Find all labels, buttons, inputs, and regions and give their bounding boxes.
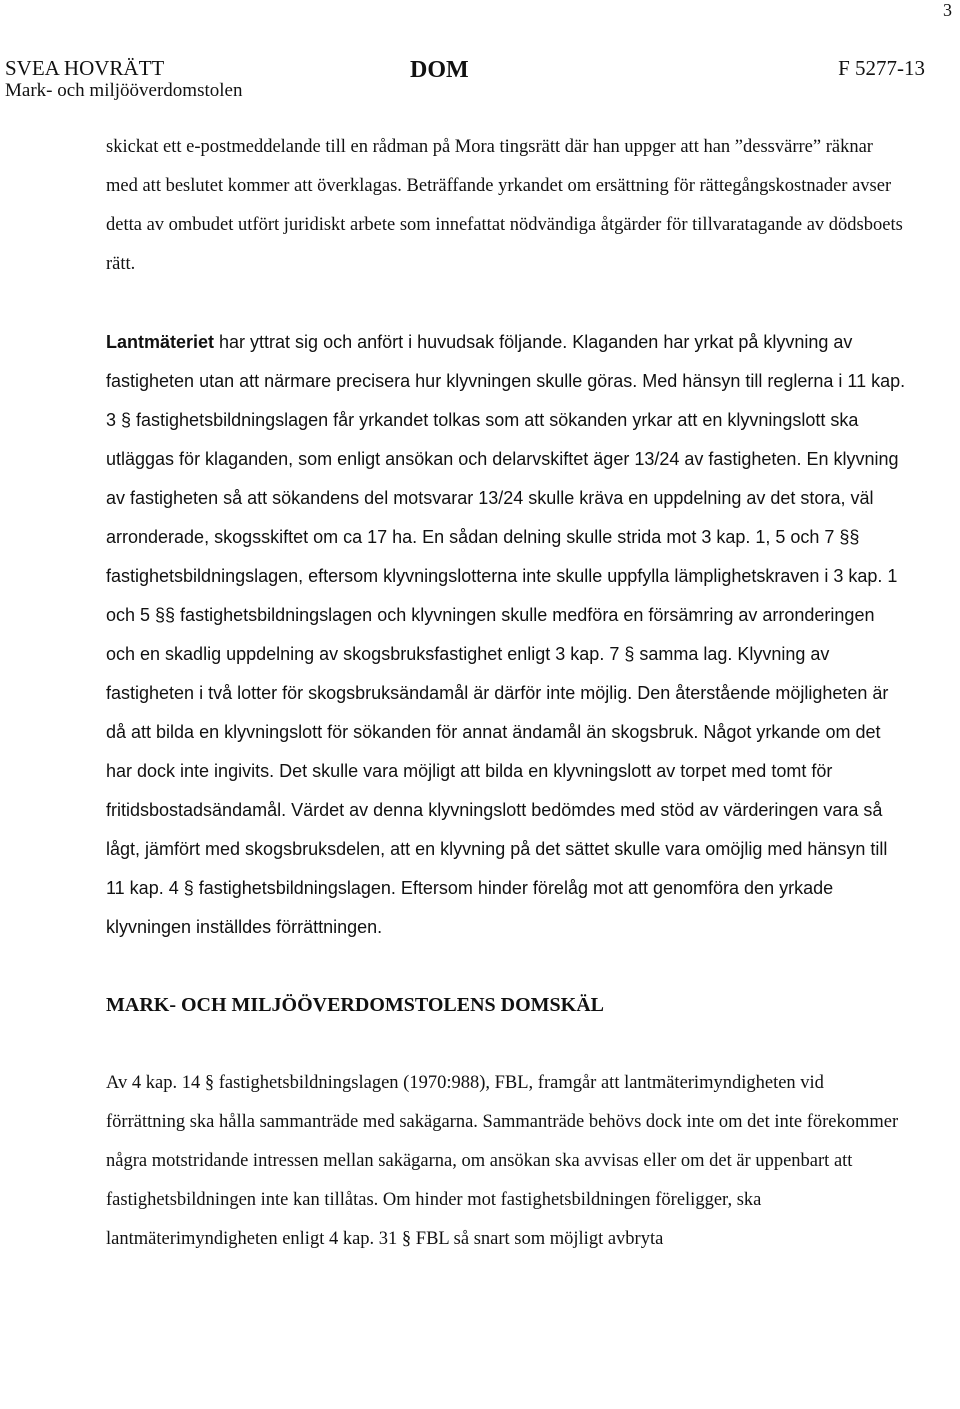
paragraph-1: skickat ett e-postmeddelande till en rådman på Mora tingsrätt där han uppger att han ”dessvärre” räknar med att beslutet kommer att överklagas. Beträffande yrkandet om ersättning för rättegångskostnader avser detta av ombudet utfört juridiskt arbete som innefattat nödvändiga åtgärder för tillvaratagande av dödsboets rätt. bbox=[106, 137, 903, 274]
paragraph-2-part-b: Klaganden har yrkat på klyvning av fastigheten utan att närmare precisera hur klyvningen skulle göras. Med hänsyn till reglerna i 11 kap. bbox=[106, 332, 906, 391]
document-header bbox=[5, 56, 925, 106]
paragraph-gap bbox=[106, 284, 906, 323]
paragraph-2 bbox=[106, 323, 906, 947]
case-number: F 5277-13 bbox=[838, 56, 925, 80]
court-name: SVEA HOVRÄTT bbox=[5, 56, 165, 80]
paragraph-2-part-c: 3 § fastighetsbildningslagen får yrkandet tolkas som att sökanden yrkar att en klyvningslott ska utläggas för klaganden, som enligt ansökan och delarvskiftet äger 13/24 av fastigheten. bbox=[106, 410, 859, 469]
paragraph-2-part-a: har yttrat sig och anfört i huvudsak följande. bbox=[214, 332, 573, 352]
paragraph-gap bbox=[106, 947, 906, 986]
court-division: Mark- och miljööverdomstolen bbox=[5, 80, 243, 101]
paragraph-gap bbox=[106, 1025, 906, 1064]
document-body bbox=[106, 128, 906, 1259]
document-type: DOM bbox=[410, 57, 469, 83]
page-number: 3 bbox=[943, 0, 952, 20]
paragraph-3: Av 4 kap. 14 § fastighetsbildningslagen (1970:988), FBL, framgår att lantmäterimyndigheten vid förrättning ska hålla sammanträde med sakägarna. Sammanträde behövs dock inte om det inte förekommer några motstridande intressen mellan sakägarna, om ansökan ska avvisas eller om det är uppenbart att fastighetsbildningen inte kan tillåtas. Om hinder mot fastighetsbildningen föreligger, ska lantmäterimyndigheten enligt 4 kap. 31 § FBL så snart som möjligt avbryta bbox=[106, 1073, 899, 1249]
party-name: Lantmäteriet bbox=[106, 332, 215, 352]
paragraph-2-part-d: En klyvning av fastigheten så att sökandens del motsvarar 13/24 skulle kräva en uppdelning av det stora, väl arronderade, skogsskiftet om ca 17 ha. En sådan delning skulle strida mot 3 kap. 1, 5 och 7 §§ fastighetsbildningslagen, eftersom klyvningslotterna inte skulle uppfylla lämplighetskraven i 3 kap. 1 och 5 §§ fastighetsbildningslagen och klyvningen skulle medföra en försämring av arronderingen och en skadlig uppdelning av skogsbruksfastighet enligt 3 kap. 7 § samma lag. Klyvning av fastigheten i två lotter för skogsbruksändamål är därför inte möjlig. Den återstående möjligheten är då att bilda en klyvningslott för sökanden för annat ändamål än skogsbruk. Något yrkande om det har dock inte ingivits. Det skulle vara möjligt att bilda en klyvningslott av torpet med tomt för fritidsbostadsändamål. Värdet av denna klyvningslott bedömdes med stöd av värderingen vara så lågt, jämfört med skogsbruksdelen, att en klyvning på det sättet skulle vara omöjlig med hänsyn till 11 kap. 4 § fastighetsbildningslagen. Eftersom hinder förelåg mot att genomföra den yrkade klyvningen inställdes förrättningen. bbox=[106, 449, 899, 937]
section-heading: MARK- OCH MILJÖÖVERDOMSTOLENS DOMSKÄL bbox=[106, 994, 604, 1016]
